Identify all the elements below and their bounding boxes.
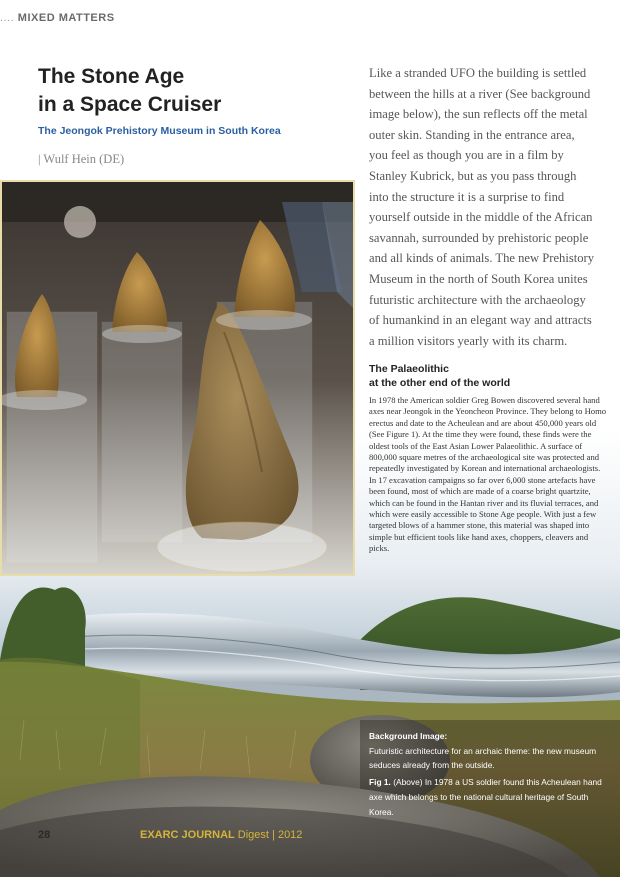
background-caption-label: Background Image: bbox=[369, 731, 448, 741]
captions bbox=[369, 729, 609, 819]
section-label: MIXED MATTERS bbox=[17, 12, 115, 24]
title-line-2: in a Space Cruiser bbox=[38, 93, 222, 116]
journal-digest: Digest bbox=[234, 829, 273, 841]
background-caption bbox=[369, 729, 609, 773]
section-body-paragraph: In 1978 the American soldier Greg Bowen discovered several hand axes near Jeongok in the Yeoncheon Province. They belong to Homo erectus and date to the Acheulean and are about 450,000 years old (See Figure 1). At the time they were found, these finds were the oldest tools of the East Asian Lower Palaeolithic. A surface of 800,000 square metres of the archaeological site was protected and repeatedly investigated by Korean and international archaeologists. In 17 excavation campaigns so far over 6,000 stone artefacts have been found, most of which are made of a coarse bright quartzite, which can be found in the Hantan river and its fluvial terraces, and which were easily accessible to Stone Age people. With just a few targeted blows of a hammer stone, this material was shaped into simple but efficient tools like hand axes, choppers, cleavers and picks. bbox=[369, 395, 607, 554]
section-dots: .... bbox=[0, 12, 15, 24]
hand-axe-illustration bbox=[2, 182, 355, 576]
intro-paragraph: Like a stranded UFO the building is settled between the hills at a river (See background image below), the sun reflects off the metal outer skin. Standing in the entrance area, you feel as though you are in a film by Stanley Kubrick, but as you pass through into the structure it is a surprise to find yourself outside in the middle of the African savannah, surrounded by prehistoric people and all kinds of animals. The new Prehistory Museum in the north of South Korea unites futuristic architecture with the archaeology of humankind in an elegant way and attracts a million visitors yearly with its charm. bbox=[369, 66, 595, 348]
footer-separator: | bbox=[272, 829, 275, 841]
article-title bbox=[38, 63, 338, 119]
section-heading bbox=[369, 362, 609, 390]
section-header bbox=[0, 12, 115, 24]
figure-1-hand-axe-photo bbox=[0, 180, 355, 576]
journal-year: 2012 bbox=[274, 829, 303, 841]
article-subtitle: The Jeongok Prehistory Museum in South Korea bbox=[38, 125, 281, 137]
title-line-1: The Stone Age bbox=[38, 65, 185, 88]
figure-caption bbox=[369, 775, 609, 819]
background-caption-text: Futuristic architecture for an archaic theme: the new museum seduces already from the outside. bbox=[369, 745, 597, 771]
figure-caption-text: (Above) In 1978 a US soldier found this Acheulean hand axe which belongs to the national cultural heritage of South Korea. bbox=[369, 777, 602, 817]
figure-caption-label: Fig 1. bbox=[369, 777, 391, 788]
page-number: 28 bbox=[38, 829, 51, 841]
article-author: | Wulf Hein (DE) bbox=[38, 152, 125, 166]
section-heading-line-1: The Palaeolithic bbox=[369, 363, 449, 375]
section-heading-line-2: at the other end of the world bbox=[369, 377, 511, 389]
journal-footer bbox=[140, 829, 302, 841]
journal-name: EXARC JOURNAL bbox=[140, 829, 235, 841]
